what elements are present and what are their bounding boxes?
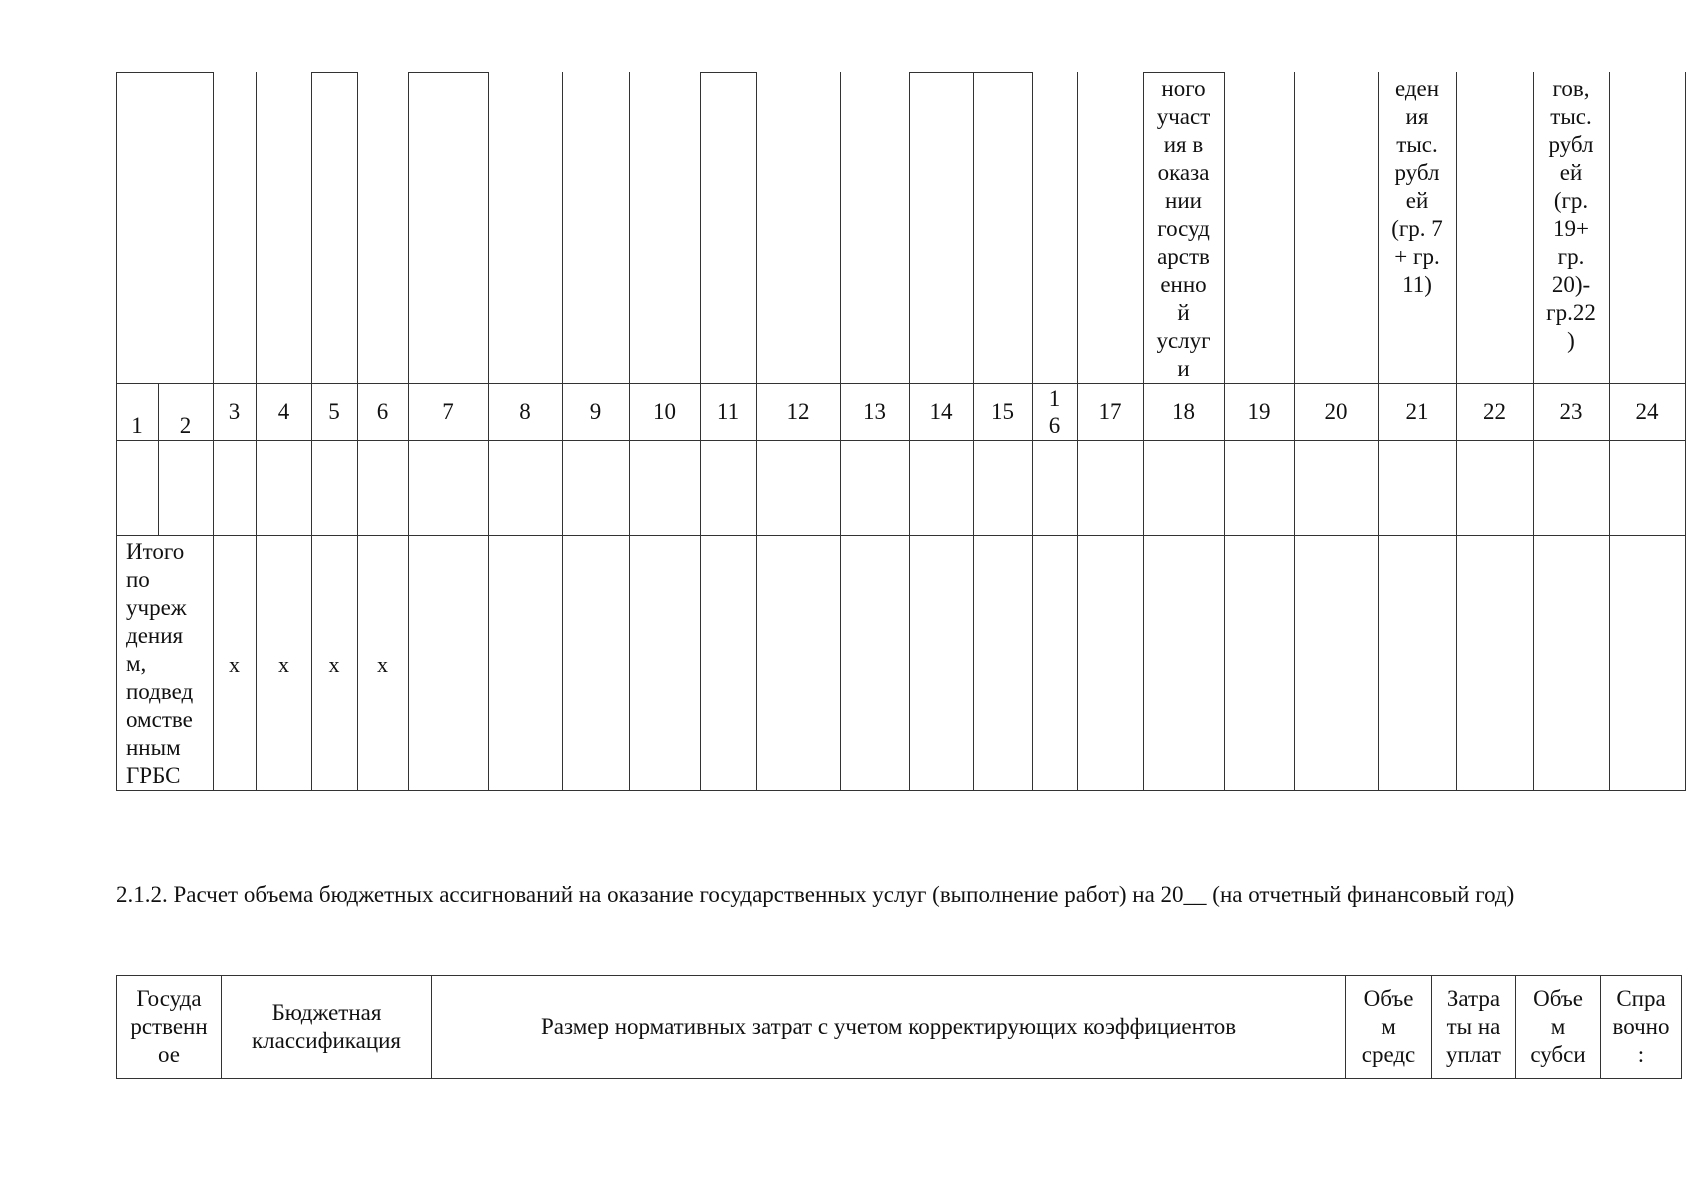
column-number: 1 (131, 413, 143, 438)
table-vertical-line (1609, 72, 1610, 790)
table-vertical-line (256, 72, 257, 790)
table-vertical-line (357, 72, 358, 790)
column-number: 8 (519, 399, 531, 424)
column-number: 1 6 (1048, 386, 1061, 438)
table-horizontal-line (116, 440, 1686, 441)
table-vertical-line (158, 383, 159, 535)
table-horizontal-line (408, 72, 489, 73)
table-vertical-line (840, 72, 841, 790)
table-vertical-line (1456, 72, 1457, 790)
table-horizontal-line (700, 72, 757, 73)
column-header-text: ного участ ия в оказа нии госуд арств енно й услуг и (1156, 76, 1211, 381)
total-row-label: Итого по учреж дения м, подвед омстве нным ГРБС (126, 539, 194, 788)
header-cell: Бюджетная классификация (222, 976, 432, 1079)
table-vertical-line (311, 72, 312, 790)
column-number: 2 (179, 413, 192, 438)
column-number: 20 (1324, 399, 1348, 424)
x-mark: x (278, 652, 289, 677)
table-horizontal-line (116, 790, 1686, 791)
table-vertical-line (562, 72, 563, 790)
table-horizontal-line (909, 72, 1033, 73)
column-number: 17 (1098, 399, 1122, 424)
column-number: 7 (442, 399, 454, 424)
table-vertical-line (973, 72, 974, 790)
header-cell: Госуда рственн ое (117, 976, 222, 1079)
x-mark: x (328, 652, 340, 677)
table-vertical-line (629, 72, 630, 790)
column-number: 21 (1405, 399, 1429, 424)
table-horizontal-line (116, 72, 214, 73)
table-vertical-line (1077, 72, 1078, 790)
column-number: 19 (1247, 399, 1271, 424)
column-number: 24 (1635, 399, 1659, 424)
column-number: 15 (991, 399, 1014, 424)
column-header-text: гов, тыс. рубл ей (гр. 19+ гр. 20)- гр.22 ) (1546, 76, 1596, 353)
column-number: 3 (228, 399, 241, 424)
header-cell: Затра ты на уплат (1432, 976, 1516, 1079)
table-horizontal-line (116, 383, 1686, 384)
column-number: 4 (277, 399, 290, 424)
table-vertical-line (1224, 72, 1225, 790)
header-cell: Спра вочно : (1601, 976, 1682, 1079)
table-horizontal-line (311, 72, 358, 73)
section-heading: 2.1.2. Расчет объема бюджетных ассигнований на оказание государственных услуг (выполнение работ) на 20__ (на отчетный финансовый год) (116, 882, 1515, 907)
column-header-text: еден ия тыс. рубл ей (гр. 7 + гр. 11) (1391, 76, 1443, 297)
header-cell: Объе м средс (1346, 976, 1432, 1079)
column-number: 9 (589, 399, 602, 424)
table-header-row (117, 976, 1682, 1079)
column-number: 18 (1172, 399, 1195, 424)
normative-costs-table (116, 975, 1682, 1079)
x-mark: x (229, 652, 240, 677)
header-cell: Размер нормативных затрат с учетом корректирующих коэффициентов (432, 976, 1346, 1079)
table-horizontal-line (1143, 72, 1225, 73)
column-number: 12 (786, 399, 810, 424)
x-mark: x (377, 652, 388, 677)
column-number: 11 (716, 399, 740, 424)
column-number: 23 (1559, 399, 1583, 424)
table-vertical-line (909, 72, 910, 790)
header-cell: Объе м субси (1516, 976, 1601, 1079)
table-vertical-line (408, 72, 409, 790)
table-vertical-line (488, 72, 489, 790)
column-number: 14 (929, 399, 953, 424)
column-number: 22 (1483, 399, 1506, 424)
table-vertical-line (1685, 72, 1686, 790)
column-number: 13 (863, 399, 886, 424)
column-number: 10 (653, 399, 676, 424)
table-horizontal-line (116, 535, 1686, 536)
table-vertical-line (700, 72, 701, 790)
column-number: 5 (328, 399, 340, 424)
column-number: 6 (376, 399, 389, 424)
table-vertical-line (756, 72, 757, 790)
table-vertical-line (1294, 72, 1295, 790)
